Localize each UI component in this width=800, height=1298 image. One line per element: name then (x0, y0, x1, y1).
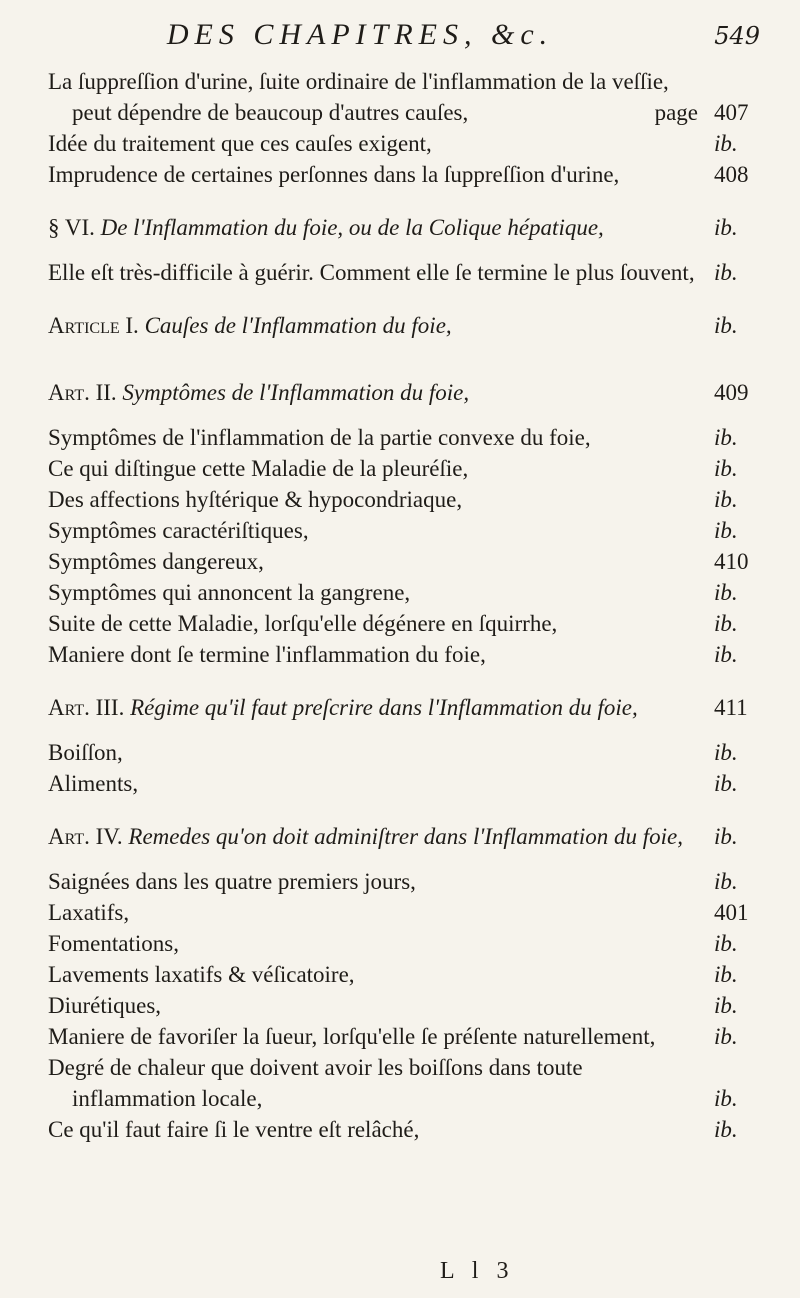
entry-text: Elle eſt très-difficile à guérir. Comment elle ſe termine le plus ſouvent, (48, 260, 695, 285)
toc-entry (48, 1114, 768, 1145)
toc-entry (48, 1021, 768, 1052)
entry-text: Symptômes caractériſtiques, (48, 518, 309, 543)
toc-entry (48, 66, 768, 128)
toc-entry (48, 990, 768, 1021)
entry-text: Ce qui diſtingue cette Maladie de la pleuréſie, (48, 456, 469, 481)
section-title: Régime qu'il faut preſcrire dans l'Inflammation du foie, (130, 695, 638, 720)
entry-text: Lavements laxatifs & véſicatoire, (48, 962, 355, 987)
section-number: Art. IV. (48, 824, 123, 849)
toc-entry (48, 1052, 768, 1114)
toc-entry (48, 257, 768, 288)
section-heading (48, 377, 768, 408)
section-title: Cauſes de l'Inflammation du foie, (144, 313, 452, 338)
page-reference: 410 (714, 549, 749, 574)
page-reference: ib. (714, 518, 738, 543)
toc-entry (48, 928, 768, 959)
section-title: Symptômes de l'Inflammation du foie, (122, 380, 470, 405)
entry-text: Saignées dans les quatre premiers jours, (48, 869, 416, 894)
toc-entry (48, 897, 768, 928)
toc-entry (48, 866, 768, 897)
page-reference: ib. (714, 215, 738, 240)
page-reference: ib. (714, 740, 738, 765)
page-reference: ib. (714, 824, 738, 849)
page-reference: ib. (714, 993, 738, 1018)
toc-entry (48, 737, 768, 768)
page-reference: ib. (714, 611, 738, 636)
entry-text: Symptômes dangereux, (48, 549, 264, 574)
toc-entry (48, 768, 768, 799)
toc-entry (48, 608, 768, 639)
page-reference: 411 (714, 695, 748, 720)
entry-text: Boiſſon, (48, 740, 123, 765)
page-reference: ib. (714, 869, 738, 894)
section-heading (48, 310, 768, 341)
running-header (0, 18, 800, 58)
page-label: page (654, 100, 698, 125)
toc-entry (48, 484, 768, 515)
entry-text: Laxatifs, (48, 900, 130, 925)
table-of-contents (48, 66, 768, 1145)
page-reference: 407 (714, 100, 749, 125)
section-heading (48, 692, 768, 723)
section-heading (48, 212, 768, 243)
toc-entry (48, 453, 768, 484)
page-reference: ib. (714, 962, 738, 987)
entry-text: Diurétiques, (48, 993, 162, 1018)
page-reference: 408 (714, 162, 749, 187)
signature-mark: L l 3 (440, 1258, 515, 1284)
page-reference: ib. (714, 260, 738, 285)
section-title: Remedes qu'on doit adminiſtrer dans l'Inflammation du foie, (128, 824, 683, 849)
toc-entry (48, 159, 768, 190)
section-title: De l'Inflammation du foie, ou de la Colique hépatique, (100, 215, 604, 240)
entry-text: La ſuppreſſion d'urine, ſuite ordinaire de l'inflammation de la veſſie, peut dépendre de beaucoup d'autres cauſes, (48, 69, 669, 125)
page-reference: ib. (714, 425, 738, 450)
running-title: DES CHAPITRES, &c. (166, 18, 554, 51)
toc-entry (48, 577, 768, 608)
entry-text: Symptômes qui annoncent la gangrene, (48, 580, 411, 605)
entry-text: Imprudence de certaines perſonnes dans la ſuppreſſion d'urine, (48, 162, 620, 187)
toc-entry (48, 546, 768, 577)
page-reference: ib. (714, 580, 738, 605)
section-number: Art. II. (48, 380, 117, 405)
page-reference: ib. (714, 1117, 738, 1142)
page-number: 549 (714, 22, 760, 50)
page-reference: ib. (714, 642, 738, 667)
page-reference: 401 (714, 900, 749, 925)
entry-text: Aliments, (48, 771, 139, 796)
section-number: Article I. (48, 313, 139, 338)
entry-text: Fomentations, (48, 931, 179, 956)
section-number: § VI. (48, 215, 95, 240)
toc-entry (48, 959, 768, 990)
page-reference: ib. (714, 456, 738, 481)
section-heading (48, 821, 768, 852)
entry-text: Suite de cette Maladie, lorſqu'elle dégénere en ſquirrhe, (48, 611, 558, 636)
toc-entry (48, 515, 768, 546)
entry-text: Maniere dont ſe termine l'inflammation du foie, (48, 642, 486, 667)
toc-entry (48, 128, 768, 159)
page-reference: ib. (714, 771, 738, 796)
entry-text: Idée du traitement que ces cauſes exigent, (48, 131, 432, 156)
page-reference: ib. (714, 1086, 738, 1111)
entry-text: Degré de chaleur que doivent avoir les boiſſons dans toute inflammation locale, (48, 1055, 583, 1111)
toc-entry (48, 639, 768, 670)
page-reference: 409 (714, 380, 749, 405)
section-number: Art. III. (48, 695, 125, 720)
toc-entry (48, 422, 768, 453)
page-reference: ib. (714, 131, 738, 156)
page-reference: ib. (714, 1024, 738, 1049)
entry-text: Des affections hyſtérique & hypocondriaque, (48, 487, 463, 512)
page-reference: ib. (714, 313, 738, 338)
page-reference: ib. (714, 487, 738, 512)
page-reference: ib. (714, 931, 738, 956)
entry-text: Symptômes de l'inflammation de la partie convexe du foie, (48, 425, 591, 450)
entry-text: Maniere de favoriſer la ſueur, lorſqu'elle ſe préſente naturellement, (48, 1024, 656, 1049)
entry-text: Ce qu'il faut faire ſi le ventre eſt relâché, (48, 1117, 420, 1142)
